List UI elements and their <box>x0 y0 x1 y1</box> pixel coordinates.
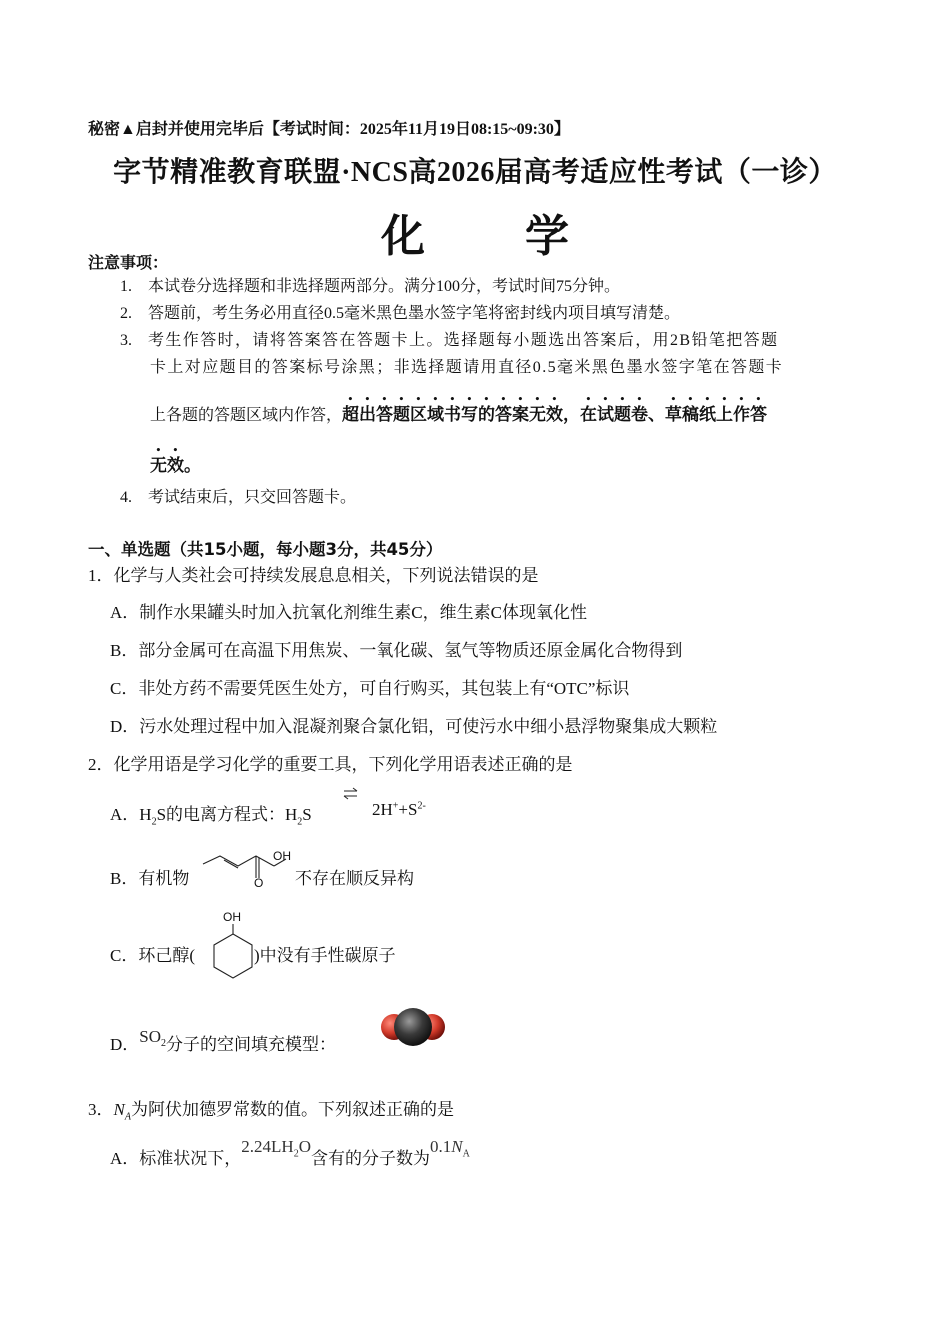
q3-num: 3． <box>88 1100 114 1119</box>
notice-item-4 <box>120 484 356 507</box>
question-2-option-b-suffix: 不存在顺反异构 <box>295 869 414 888</box>
cyclohexanol-oh-label: OH <box>223 910 241 924</box>
crotonic-oh-label: OH <box>273 849 291 863</box>
question-2-option-a <box>110 800 312 827</box>
opt-a-sub2: 2 <box>297 816 303 828</box>
notice-item-3-line4 <box>150 446 201 476</box>
notice-item-3-emphasis: 超出答题区域书写的答案无效，在试题卷、草稿纸上作答 <box>342 405 768 425</box>
cyclohexanol-structure-icon <box>207 922 259 980</box>
notice-item-text: 考试结束后，只交回答题卡。 <box>148 489 357 506</box>
opt-a-charge: 2- <box>417 800 426 812</box>
opt-a-s: S <box>302 805 312 824</box>
opt-b-prefix: B．有机物 <box>110 869 190 888</box>
opt-a-rhs: 2H <box>372 800 393 819</box>
opt-a-prefix: A．H <box>110 805 152 824</box>
notice-item-num: 4. <box>120 489 132 506</box>
notice-item-num: 1. <box>120 278 132 295</box>
section-title: 一、单选题（共15小题，每小题3分，共45分） <box>88 540 443 559</box>
notice-item-3-line2: 卡上对应题目的答案标号涂黑；非选择题请用直径0.5毫米黑色墨水签字笔在答题卡 <box>150 359 784 376</box>
subject-char-1: 化 <box>381 211 425 262</box>
opt-d-suffix: 分子的空间填充模型： <box>166 1035 337 1054</box>
notice-item-text-line1: 考生作答时，请将答案答在答题卡上。选择题每小题选出答案后，用2B铅笔把答题 <box>148 332 779 349</box>
question-3-option-a <box>110 1137 470 1171</box>
q3-opt-a-sub: 2 <box>293 1148 299 1160</box>
q3-opt-a-qty-group <box>241 1137 311 1160</box>
reversible-arrow-icon <box>342 786 360 802</box>
q3-opt-a-o: O <box>298 1137 311 1156</box>
subject-char-2: 学 <box>525 211 569 262</box>
so2-sub: 2 <box>161 1038 167 1050</box>
q3-opt-a-nsub: A <box>462 1148 470 1160</box>
question-1-option-c: C．非处方药不需要凭医生处方，可自行购买，其包装上有“OTC”标识 <box>110 679 630 698</box>
opt-d-prefix: D． <box>110 1035 140 1054</box>
notice-item-num: 3. <box>120 332 132 349</box>
notice-item-3-line3 <box>150 395 767 425</box>
q3-opt-a-prefix: A．标准状况下， <box>110 1149 242 1168</box>
opt-a-mid: +S <box>398 800 418 819</box>
so2-formula: SO <box>139 1027 162 1046</box>
q3-opt-a-qty: 2.24LH <box>241 1137 294 1156</box>
notice-item-3 <box>120 327 778 350</box>
opt-a-text: S的电离方程式：H <box>156 805 298 824</box>
q3-opt-a-n: N <box>451 1137 463 1156</box>
notice-item-text: 答题前，考生务必用直径0.5毫米黑色墨水签字笔将密封线内项目填写清楚。 <box>148 305 681 322</box>
question-2-option-a-rhs <box>372 800 426 820</box>
question-2-option-c-suffix: )中没有手性碳原子 <box>254 946 396 965</box>
question-2-option-d <box>110 1027 337 1057</box>
crotonic-o-label: O <box>254 876 264 890</box>
question-1-option-d: D．污水处理过程中加入混凝剂聚合氯化铝，可使污水中细小悬浮物聚集成大颗粒 <box>110 717 718 736</box>
notice-heading: 注意事项： <box>88 253 169 272</box>
question-2-option-b <box>110 864 189 889</box>
question-2-stem: 2．化学用语是学习化学的重要工具，下列化学用语表述正确的是 <box>88 755 573 774</box>
question-3-stem <box>88 1095 454 1122</box>
notice-item-num: 2. <box>120 305 132 322</box>
question-2-option-c <box>110 941 195 966</box>
question-1-option-a: A．制作水果罐头时加入抗氧化剂维生素C，维生素C体现氧化性 <box>110 603 587 622</box>
confidential-notice: 秘密▲启封并使用完毕后【考试时间：2025年11月19日08:15~09:30】 <box>88 121 570 138</box>
notice-item-text: 本试卷分选择题和非选择题两部分。满分100分，考试时间75分钟。 <box>148 278 621 295</box>
exam-title: 字节精准教育联盟·NCS高2026届高考适应性考试（一诊） <box>113 157 837 188</box>
q3-na: N <box>113 1100 125 1119</box>
opt-c-prefix: C．环己醇( <box>110 946 195 965</box>
opt-a-sub: 2 <box>151 816 157 828</box>
q3-na-sub: A <box>124 1111 131 1123</box>
notice-item-3-emphasis-end: 无效。 <box>150 456 201 476</box>
notice-item-2 <box>120 300 680 323</box>
so2-space-filling-model-icon <box>380 1006 446 1048</box>
question-1-option-b: B．部分金属可在高温下用焦炭、一氧化碳、氢气等物质还原金属化合物得到 <box>110 641 683 660</box>
opt-a-plus: + <box>392 800 399 812</box>
q3-opt-a-val-group <box>429 1137 470 1160</box>
question-1-stem: 1．化学与人类社会可持续发展息息相关，下列说法错误的是 <box>88 566 539 585</box>
notice-item-3-plain: 上各题的答题区域内作答， <box>150 407 343 424</box>
q3-opt-a-val: 0.1 <box>429 1137 452 1156</box>
q3-opt-a-mid: 含有的分子数为 <box>310 1149 430 1168</box>
q3-stem-text: 为阿伏加德罗常数的值。下列叙述正确的是 <box>130 1100 454 1119</box>
notice-item-1 <box>120 273 620 296</box>
